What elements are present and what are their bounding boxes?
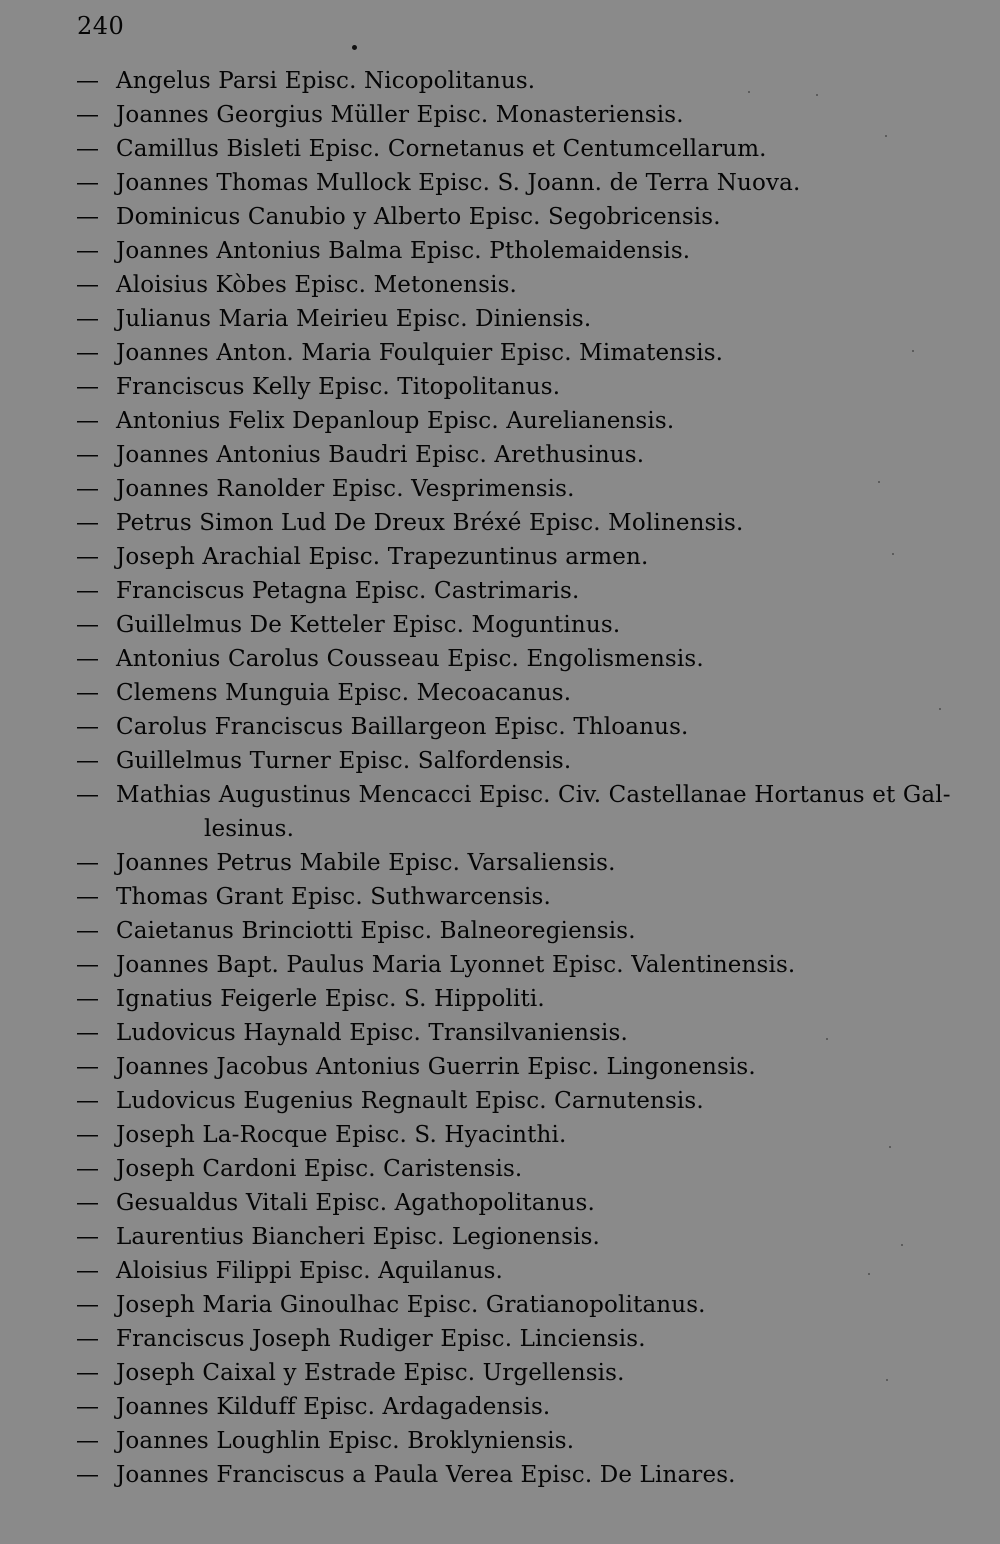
dash-marker: — <box>76 918 100 944</box>
dash-marker: — <box>76 748 100 774</box>
scan-speck <box>816 94 818 96</box>
list-item <box>76 540 976 574</box>
scan-speck <box>748 91 750 93</box>
dash-marker: — <box>76 1292 100 1318</box>
list-item <box>76 1322 976 1356</box>
entry-text: Ludovicus Haynald Episc. Transilvaniensis. <box>116 1020 628 1046</box>
dash-marker: — <box>76 1394 100 1420</box>
entry-text: Joannes Thomas Mullock Episc. S. Joann. de Terra Nuova. <box>116 170 801 196</box>
entry-text: Clemens Munguia Episc. Mecoacanus. <box>116 680 572 706</box>
dash-marker: — <box>76 1054 100 1080</box>
dash-marker: — <box>76 884 100 910</box>
entry-text: Joseph Caixal y Estrade Episc. Urgellensis. <box>116 1360 625 1386</box>
entry-text <box>116 778 958 846</box>
entry-text: Ignatius Feigerle Episc. S. Hippoliti. <box>116 986 545 1012</box>
dash-marker: — <box>76 272 100 298</box>
dash-marker: — <box>76 306 100 332</box>
entry-text: Aloisius Kòbes Episc. Metonensis. <box>116 272 518 298</box>
dash-marker: — <box>76 714 100 740</box>
list-item <box>76 302 976 336</box>
dash-marker: — <box>76 238 100 264</box>
entry-text: Laurentius Biancheri Episc. Legionensis. <box>116 1224 600 1250</box>
scan-speck <box>826 1038 828 1040</box>
list-item <box>76 1390 976 1424</box>
entry-text: Petrus Simon Lud De Dreux Bréxé Episc. Molinensis. <box>116 510 744 536</box>
dash-marker: — <box>76 986 100 1012</box>
dash-marker: — <box>76 68 100 94</box>
scan-speck <box>885 135 887 137</box>
list-item <box>76 336 976 370</box>
dash-marker: — <box>76 408 100 434</box>
scan-speck <box>912 350 914 352</box>
dash-marker: — <box>76 1224 100 1250</box>
dash-marker: — <box>76 204 100 230</box>
entry-text-line-1: Mathias Augustinus Mencacci Episc. Civ. Castellanae Hortanus et Gal- <box>116 782 951 808</box>
dash-marker: — <box>76 1360 100 1386</box>
list-item <box>76 98 976 132</box>
entry-text: Guillelmus Turner Episc. Salfordensis. <box>116 748 572 774</box>
entry-text: Joannes Franciscus a Paula Verea Episc. De Linares. <box>116 1462 736 1488</box>
entry-text: Joannes Antonius Balma Episc. Ptholemaidensis. <box>116 238 691 264</box>
list-item <box>76 472 976 506</box>
dash-marker: — <box>76 442 100 468</box>
dash-marker: — <box>76 1190 100 1216</box>
scan-speck <box>868 1273 870 1275</box>
dash-marker: — <box>76 612 100 638</box>
list-item <box>76 234 976 268</box>
dash-marker: — <box>76 952 100 978</box>
entry-text: Dominicus Canubio y Alberto Episc. Segobricensis. <box>116 204 721 230</box>
entry-text: Joannes Kilduff Episc. Ardagadensis. <box>116 1394 551 1420</box>
entry-text: Ludovicus Eugenius Regnault Episc. Carnutensis. <box>116 1088 704 1114</box>
entry-text: Thomas Grant Episc. Suthwarcensis. <box>116 884 551 910</box>
list-item <box>76 1288 976 1322</box>
entry-text: Camillus Bisleti Episc. Cornetanus et Centumcellarum. <box>116 136 767 162</box>
entry-text: Julianus Maria Meirieu Episc. Diniensis. <box>116 306 592 332</box>
dash-marker: — <box>76 1088 100 1114</box>
list-item <box>76 1118 976 1152</box>
scan-speck <box>939 708 941 710</box>
dash-marker: — <box>76 544 100 570</box>
entry-text: Antonius Carolus Cousseau Episc. Engolismensis. <box>116 646 704 672</box>
list-item <box>76 1186 976 1220</box>
list-item <box>76 1084 976 1118</box>
entry-text: Caietanus Brinciotti Episc. Balneoregiensis. <box>116 918 636 944</box>
dash-marker: — <box>76 170 100 196</box>
list-item <box>76 744 976 778</box>
list-item <box>76 404 976 438</box>
list-item <box>76 200 976 234</box>
entry-text: Joannes Antonius Baudri Episc. Arethusinus. <box>116 442 645 468</box>
list-item <box>76 506 976 540</box>
entry-text: Franciscus Kelly Episc. Titopolitanus. <box>116 374 561 400</box>
list-item <box>76 1220 976 1254</box>
entry-text: Angelus Parsi Episc. Nicopolitanus. <box>116 68 536 94</box>
dash-marker: — <box>76 1326 100 1352</box>
list-item <box>76 268 976 302</box>
entry-text: Guillelmus De Ketteler Episc. Moguntinus. <box>116 612 621 638</box>
dash-marker: — <box>76 646 100 672</box>
entry-text: Franciscus Petagna Episc. Castrimaris. <box>116 578 580 604</box>
list-item <box>76 1424 976 1458</box>
dash-marker: — <box>76 782 100 808</box>
dash-marker: — <box>76 1020 100 1046</box>
dash-marker: — <box>76 340 100 366</box>
list-item <box>76 370 976 404</box>
list-item <box>76 574 976 608</box>
list-item <box>76 64 976 98</box>
dash-marker: — <box>76 374 100 400</box>
list-item <box>76 982 976 1016</box>
bishop-list <box>76 64 976 1492</box>
list-item <box>76 846 976 880</box>
scan-speck <box>878 481 880 483</box>
entry-text: Joannes Georgius Müller Episc. Monasteriensis. <box>116 102 684 128</box>
entry-continuation: lesinus. <box>204 816 295 842</box>
scan-speck <box>889 1146 891 1148</box>
list-item <box>76 778 976 846</box>
list-item <box>76 166 976 200</box>
scan-speck <box>886 1379 888 1381</box>
entry-text: Joannes Anton. Maria Foulquier Episc. Mimatensis. <box>116 340 724 366</box>
entry-text: Aloisius Filippi Episc. Aquilanus. <box>116 1258 503 1284</box>
entry-text: Joseph Maria Ginoulhac Episc. Gratianopolitanus. <box>116 1292 706 1318</box>
list-item <box>76 676 976 710</box>
entry-text: Joseph Cardoni Episc. Caristensis. <box>116 1156 523 1182</box>
dash-marker: — <box>76 680 100 706</box>
list-item <box>76 642 976 676</box>
list-item <box>76 948 976 982</box>
page-number: 240 <box>77 12 125 40</box>
scan-speck <box>901 1244 903 1246</box>
dash-marker: — <box>76 136 100 162</box>
list-item <box>76 710 976 744</box>
entry-text: Gesualdus Vitali Episc. Agathopolitanus. <box>116 1190 595 1216</box>
dash-marker: — <box>76 1258 100 1284</box>
list-item <box>76 914 976 948</box>
entry-text: Joannes Bapt. Paulus Maria Lyonnet Episc. Valentinensis. <box>116 952 796 978</box>
list-item <box>76 608 976 642</box>
dash-marker: — <box>76 1122 100 1148</box>
dash-marker: — <box>76 102 100 128</box>
dash-marker: — <box>76 476 100 502</box>
list-item <box>76 1356 976 1390</box>
list-item <box>76 880 976 914</box>
list-item <box>76 1016 976 1050</box>
entry-text: Joannes Loughlin Episc. Broklyniensis. <box>116 1428 575 1454</box>
scan-speck <box>892 553 894 555</box>
print-dot <box>352 45 357 50</box>
dash-marker: — <box>76 1428 100 1454</box>
dash-marker: — <box>76 578 100 604</box>
entry-text: Joannes Petrus Mabile Episc. Varsaliensis. <box>116 850 616 876</box>
entry-text: Joannes Ranolder Episc. Vesprimensis. <box>116 476 575 502</box>
list-item <box>76 438 976 472</box>
dash-marker: — <box>76 850 100 876</box>
entry-text: Carolus Franciscus Baillargeon Episc. Thloanus. <box>116 714 689 740</box>
entry-text: Joannes Jacobus Antonius Guerrin Episc. Lingonensis. <box>116 1054 756 1080</box>
entry-text: Joseph La-Rocque Episc. S. Hyacinthi. <box>116 1122 567 1148</box>
dash-marker: — <box>76 510 100 536</box>
list-item <box>76 1254 976 1288</box>
dash-marker: — <box>76 1462 100 1488</box>
list-item <box>76 1152 976 1186</box>
list-item <box>76 132 976 166</box>
entry-text: Antonius Felix Depanloup Episc. Aurelianensis. <box>116 408 675 434</box>
list-item <box>76 1050 976 1084</box>
list-item <box>76 1458 976 1492</box>
entry-text: Franciscus Joseph Rudiger Episc. Linciensis. <box>116 1326 646 1352</box>
entry-text: Joseph Arachial Episc. Trapezuntinus armen. <box>116 544 649 570</box>
dash-marker: — <box>76 1156 100 1182</box>
